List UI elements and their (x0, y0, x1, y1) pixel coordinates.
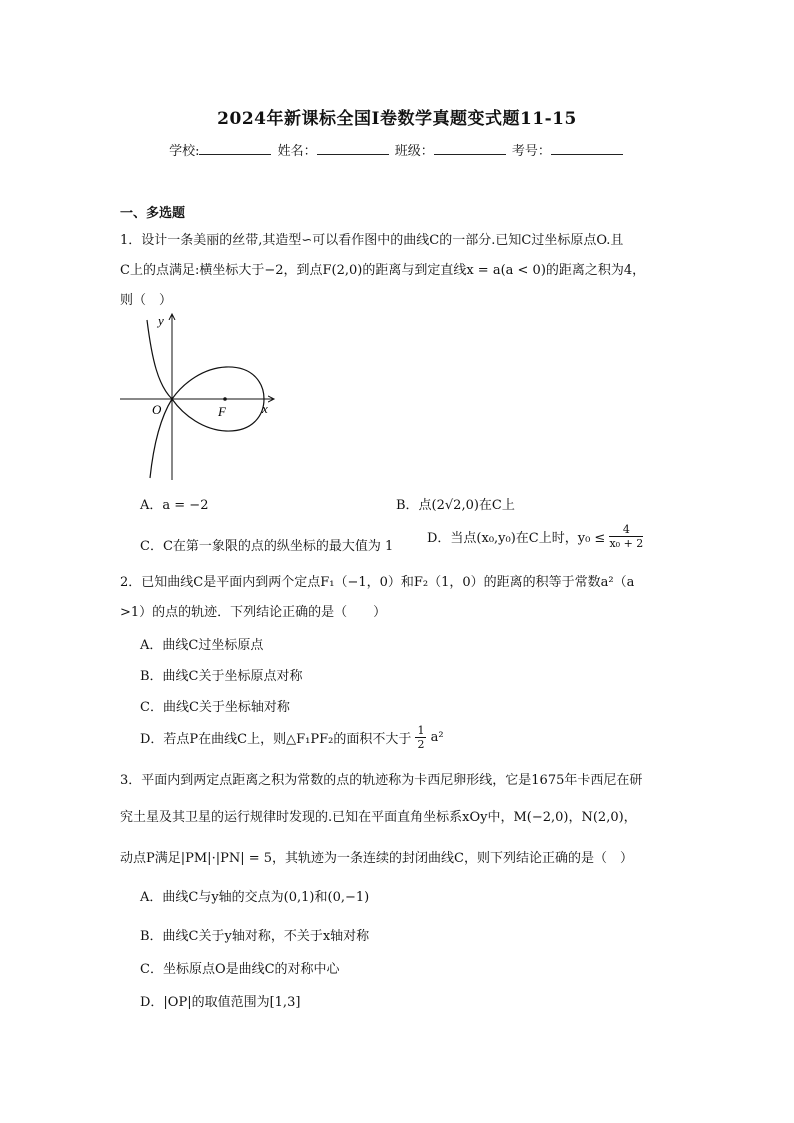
q3-option-d[interactable]: D．|OP|的取值范围为[1,3] (140, 995, 301, 1010)
q3-line-1: 3．平面内到两定点距离之积为常数的点的轨迹称为卡西尼卵形线，它是1675年卡西尼在研 (120, 773, 643, 788)
y-axis-label: y (158, 313, 164, 328)
class-blank[interactable] (434, 142, 506, 155)
class-label: 班级： (394, 144, 434, 159)
q2-option-d-numerator: 1 (417, 724, 425, 737)
q1-option-d-denominator: x₀ + 2 (609, 537, 644, 550)
q2-option-d-denominator: 2 (417, 738, 425, 751)
q1-option-b[interactable]: B．点(2√2,0)在C上 (396, 498, 515, 513)
q3-line-3: 动点P满足|PM|·|PN| = 5，其轨迹为一条连续的封闭曲线C，则下列结论正确的是（ ） (120, 851, 633, 866)
q2-option-d-fraction (415, 724, 426, 751)
name-label: 姓名： (277, 144, 317, 159)
x-axis-label: x (262, 401, 268, 416)
q2-option-d-tail: a² (430, 730, 444, 745)
origin-label: O (152, 402, 162, 417)
q1-line-1: 1．设计一条美丽的丝带,其造型∽可以看作图中的曲线C的一部分.已知C过坐标原点O.且 (120, 233, 624, 248)
q1-option-c[interactable]: C．C在第一象限的点的纵坐标的最大值为 1 (140, 539, 394, 554)
page-title: 2024年新课标全国Ⅰ卷数学真题变式题11-15 (217, 109, 577, 129)
exam-number-label: 考号： (511, 144, 551, 159)
school-label: 学校: (169, 144, 200, 159)
name-blank[interactable] (317, 142, 389, 155)
q2-option-c[interactable]: C．曲线C关于坐标轴对称 (140, 700, 290, 715)
q2-option-d[interactable] (140, 724, 444, 751)
q1-line-2: C上的点满足:横坐标大于−2，到点F(2,0)的距离与到定直线x = a(a < 0)的距离之积为4， (120, 263, 646, 278)
q1-line-3: 则（ ） (120, 293, 173, 308)
q3-option-b[interactable]: B．曲线C关于y轴对称，不关于x轴对称 (140, 929, 370, 944)
q3-option-c[interactable]: C．坐标原点O是曲线C的对称中心 (140, 962, 340, 977)
focus-label: F (218, 404, 226, 419)
focus-point (223, 397, 227, 401)
q1-option-d-numerator: 4 (609, 523, 643, 537)
q2-line-2: >1）的点的轨迹．下列结论正确的是（ ） (120, 605, 387, 620)
q3-option-a[interactable]: A．曲线C与y轴的交点为(0,1)和(0,−1) (140, 890, 370, 905)
q2-option-b[interactable]: B．曲线C关于坐标原点对称 (140, 669, 303, 684)
q3-line-2: 究土星及其卫星的运行规律时发现的.已知在平面直角坐标系xOy中，M(−2,0)，N(2,0)， (120, 810, 637, 825)
exam-number-blank[interactable] (551, 142, 623, 155)
q2-line-1: 2．已知曲线C是平面内到两个定点F₁（−1，0）和F₂（1，0）的距离的积等于常数a²（a (120, 575, 635, 590)
q1-option-a[interactable]: A．a = −2 (140, 498, 209, 513)
section-heading: 一、多选题 (120, 206, 186, 221)
curve-figure (114, 310, 284, 482)
q1-option-d[interactable] (427, 523, 643, 550)
school-blank[interactable] (199, 142, 271, 155)
q2-option-d-text: D．若点P在曲线C上，则△F₁PF₂的面积不大于 (140, 732, 412, 747)
q1-option-d-fraction (609, 523, 643, 550)
q2-option-a[interactable]: A．曲线C过坐标原点 (140, 638, 264, 653)
q1-option-d-text: D．当点(x₀,y₀)在C上时，y₀ ≤ (427, 531, 606, 546)
student-info-row (0, 140, 794, 159)
